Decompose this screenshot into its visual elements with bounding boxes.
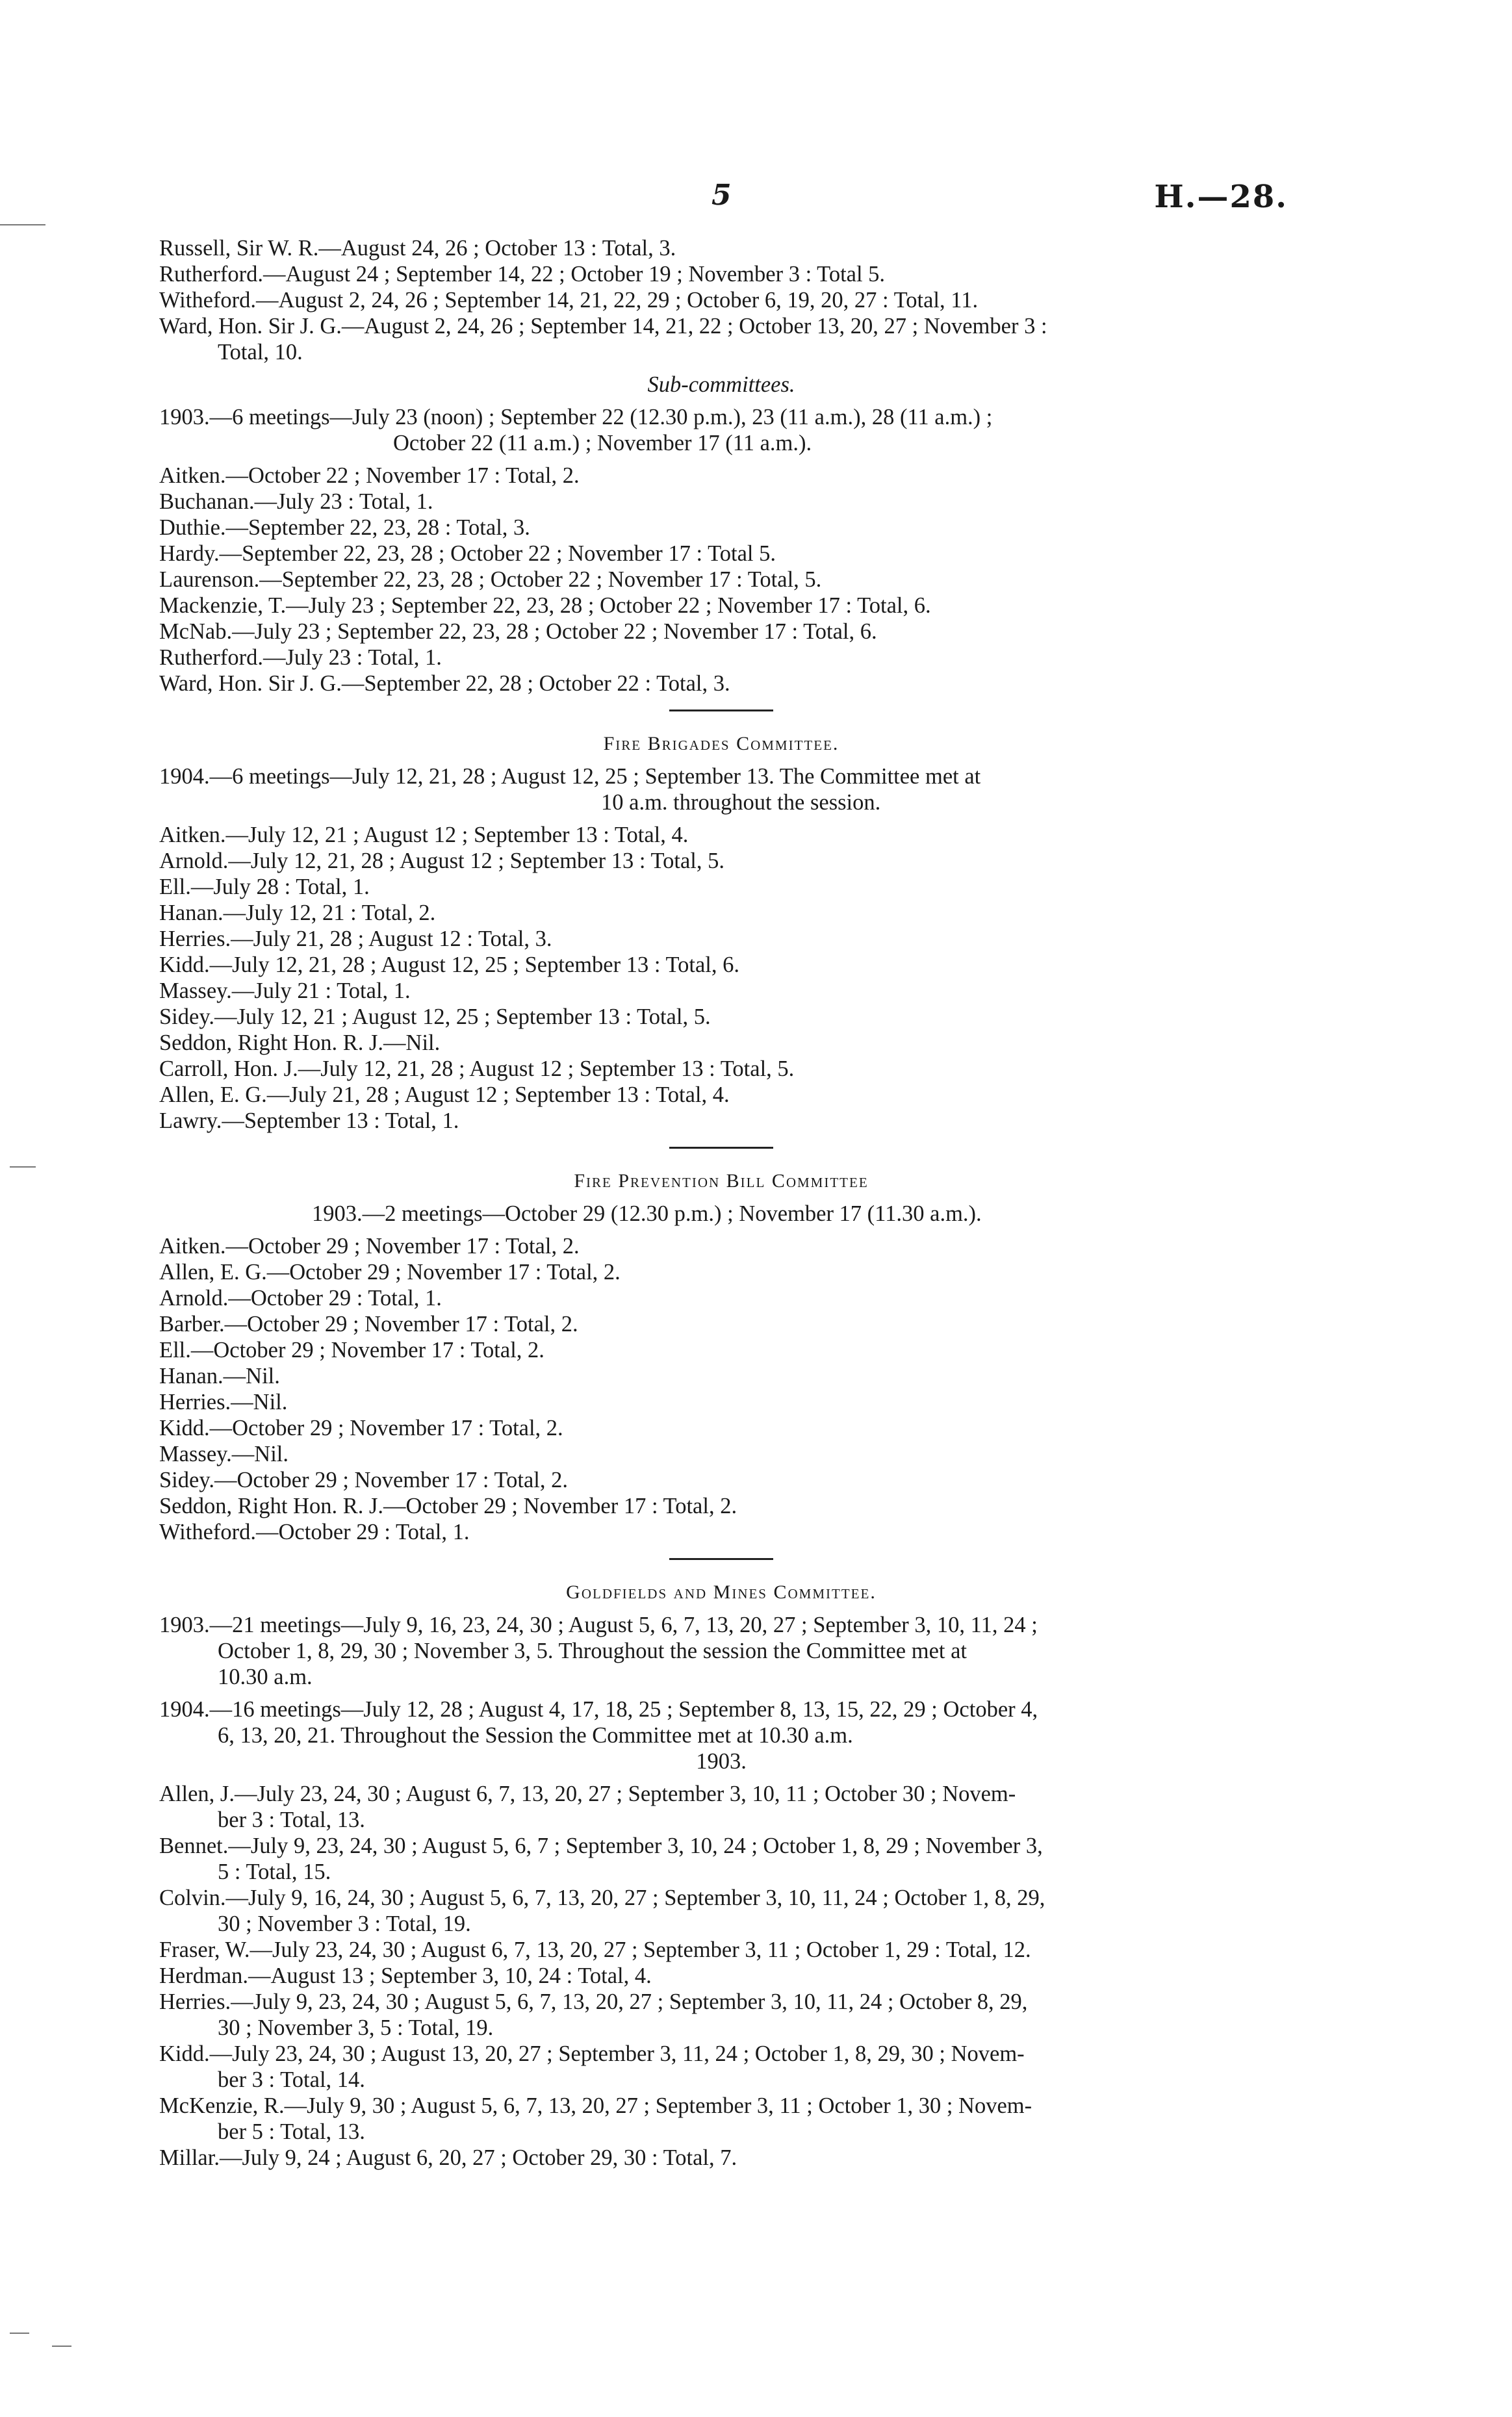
fire-brigades-heading: Fire Brigades Committee. (603, 733, 839, 754)
attendance-entry: Herries.—Nil. (159, 1390, 288, 1414)
meetings-line: 10.30 a.m. (218, 1665, 313, 1689)
attendance-entry: Kidd.—July 23, 24, 30 ; August 13, 20, 27 ; September 3, 11, 24 ; October 1, 8, 29, 30 ; Novem- (159, 2041, 1025, 2066)
attendance-entry: McNab.—July 23 ; September 22, 23, 28 ; October 22 ; November 17 : Total, 6. (159, 619, 877, 644)
attendance-entry: Ward, Hon. Sir J. G.—August 2, 24, 26 ; September 14, 21, 22 ; October 13, 20, 27 ; November 3 : (159, 314, 1047, 339)
attendance-entry: Ward, Hon. Sir J. G.—September 22, 28 ; October 22 : Total, 3. (159, 671, 730, 696)
attendance-entry-continued: 30 ; November 3, 5 : Total, 19. (218, 2015, 494, 2040)
fire-brigades-entries (159, 822, 1283, 1134)
subcommittees-heading: Sub-committees. (647, 372, 795, 397)
section-divider (669, 1558, 773, 1560)
year-heading: 1903. (696, 1749, 747, 1774)
meetings-line: October 1, 8, 29, 30 ; November 3, 5. Throughout the session the Committee met at (218, 1639, 967, 1663)
attendance-entry: Witheford.—October 29 : Total, 1. (159, 1520, 470, 1544)
attendance-entry: Hardy.—September 22, 23, 28 ; October 22 ; November 17 : Total 5. (159, 541, 776, 566)
page-header (0, 179, 1512, 224)
attendance-entry: Carroll, Hon. J.—July 12, 21, 28 ; August 12 ; September 13 : Total, 5. (159, 1056, 795, 1081)
attendance-entry: Rutherford.—July 23 : Total, 1. (159, 645, 442, 670)
attendance-entry: Aitken.—October 22 ; November 17 : Total, 2. (159, 463, 580, 488)
meetings-line: 1904.—6 meetings—July 12, 21, 28 ; August 12, 25 ; September 13. The Committee met at (159, 764, 981, 789)
attendance-entry: Millar.—July 9, 24 ; August 6, 20, 27 ; October 29, 30 : Total, 7. (159, 2145, 737, 2170)
attendance-entry-continued: ber 5 : Total, 13. (218, 2119, 365, 2144)
scan-mark (10, 1166, 36, 1168)
meetings-line: October 22 (11 a.m.) ; November 17 (11 a.m.). (393, 431, 812, 455)
scan-mark (10, 2333, 29, 2334)
attendance-entry: Sidey.—October 29 ; November 17 : Total, 2. (159, 1468, 569, 1492)
goldfields-entries (159, 1781, 1283, 2171)
attendance-entry: Arnold.—July 12, 21, 28 ; August 12 ; September 13 : Total, 5. (159, 849, 724, 873)
meetings-line: 1903.—21 meetings—July 9, 16, 23, 24, 30 ; August 5, 6, 7, 13, 20, 27 ; September 3, 10, 11, 24 ; (159, 1613, 1038, 1637)
attendance-entry: Bennet.—July 9, 23, 24, 30 ; August 5, 6, 7 ; September 3, 10, 24 ; October 1, 8, 29 ; November 3, (159, 1834, 1043, 1858)
attendance-entry: Laurenson.—September 22, 23, 28 ; October 22 ; November 17 : Total, 5. (159, 567, 822, 592)
fire-prevention-entries (159, 1233, 1283, 1545)
attendance-entry: Aitken.—July 12, 21 ; August 12 ; September 13 : Total, 4. (159, 823, 689, 847)
attendance-entry: Herries.—July 9, 23, 24, 30 ; August 5, 6, 7, 13, 20, 27 ; September 3, 10, 11, 24 ; October 8, 29, (159, 1989, 1028, 2014)
section-divider (669, 1147, 773, 1149)
meetings-line: 10 a.m. throughout the session. (601, 790, 881, 815)
attendance-entry: Arnold.—October 29 : Total, 1. (159, 1286, 442, 1311)
attendance-entry: Kidd.—October 29 ; November 17 : Total, 2. (159, 1416, 563, 1440)
attendance-entry: Lawry.—September 13 : Total, 1. (159, 1108, 459, 1133)
attendance-entry: Seddon, Right Hon. R. J.—Nil. (159, 1030, 441, 1055)
attendance-entry: Herdman.—August 13 ; September 3, 10, 24 : Total, 4. (159, 1963, 652, 1988)
meetings-line: 6, 13, 20, 21. Throughout the Session the Committee met at 10.30 a.m. (218, 1723, 853, 1748)
attendance-entry: Witheford.—August 2, 24, 26 ; September 14, 21, 22, 29 ; October 6, 19, 20, 27 : Total, 11. (159, 288, 979, 313)
attendance-entry: Seddon, Right Hon. R. J.—October 29 ; November 17 : Total, 2. (159, 1494, 737, 1518)
attendance-entry: Russell, Sir W. R.—August 24, 26 ; October 13 : Total, 3. (159, 236, 676, 261)
attendance-entry: Herries.—July 21, 28 ; August 12 : Total, 3. (159, 927, 552, 951)
attendance-entry-continued: Total, 10. (218, 340, 303, 364)
section-divider (669, 710, 773, 711)
scan-mark (52, 2346, 71, 2347)
scan-mark (0, 224, 45, 225)
document-body (159, 235, 1283, 2171)
meetings-line: 1904.—16 meetings—July 12, 28 ; August 4, 17, 18, 25 ; September 8, 13, 15, 22, 29 ; October 4, (159, 1697, 1038, 1722)
attendance-entry: Allen, J.—July 23, 24, 30 ; August 6, 7, 13, 20, 27 ; September 3, 10, 11 ; October 30 ; Novem- (159, 1782, 1016, 1806)
attendance-entry: Colvin.—July 9, 16, 24, 30 ; August 5, 6, 7, 13, 20, 27 ; September 3, 10, 11, 24 ; October 1, 8, 29, (159, 1886, 1045, 1910)
meetings-line: 1903.—2 meetings—October 29 (12.30 p.m.) ; November 17 (11.30 a.m.). (312, 1201, 982, 1226)
attendance-entry: Massey.—Nil. (159, 1442, 288, 1466)
attendance-entry: Ell.—October 29 ; November 17 : Total, 2. (159, 1338, 545, 1362)
meetings-line: 1903.—6 meetings—July 23 (noon) ; September 22 (12.30 p.m.), 23 (11 a.m.), 28 (11 a.m.) ; (159, 405, 993, 429)
attendance-entry: McKenzie, R.—July 9, 30 ; August 5, 6, 7, 13, 20, 27 ; September 3, 11 ; October 1, 30 ; Novem- (159, 2093, 1032, 2118)
attendance-entry-continued: 30 ; November 3 : Total, 19. (218, 1912, 471, 1936)
attendance-entry: Ell.—July 28 : Total, 1. (159, 875, 370, 899)
document-reference: H.—28. (1154, 179, 1288, 215)
fire-prevention-heading: Fire Prevention Bill Committee (574, 1170, 869, 1192)
attendance-entry: Hanan.—July 12, 21 : Total, 2. (159, 901, 436, 925)
attendance-entry: Buchanan.—July 23 : Total, 1. (159, 489, 433, 514)
attendance-entry: Kidd.—July 12, 21, 28 ; August 12, 25 ; September 13 : Total, 6. (159, 953, 739, 977)
attendance-entry: Aitken.—October 29 ; November 17 : Total, 2. (159, 1234, 580, 1259)
section-continued (159, 235, 1283, 365)
attendance-entry: Barber.—October 29 ; November 17 : Total, 2. (159, 1312, 578, 1336)
attendance-entry: Mackenzie, T.—July 23 ; September 22, 23, 28 ; October 22 ; November 17 : Total, 6. (159, 593, 931, 618)
page-number: 5 (711, 179, 732, 212)
attendance-entry-continued: ber 3 : Total, 13. (218, 1808, 365, 1832)
attendance-entry: Fraser, W.—July 23, 24, 30 ; August 6, 7, 13, 20, 27 ; September 3, 11 ; October 1, 29 : Total, 12. (159, 1937, 1031, 1962)
attendance-entry-continued: ber 3 : Total, 14. (218, 2067, 365, 2092)
attendance-entry: Allen, E. G.—October 29 ; November 17 : Total, 2. (159, 1260, 621, 1285)
attendance-entry: Hanan.—Nil. (159, 1364, 280, 1388)
attendance-entry: Allen, E. G.—July 21, 28 ; August 12 ; September 13 : Total, 4. (159, 1082, 730, 1107)
attendance-entry: Sidey.—July 12, 21 ; August 12, 25 ; September 13 : Total, 5. (159, 1004, 711, 1029)
subcommittees-entries (159, 463, 1283, 697)
attendance-entry: Massey.—July 21 : Total, 1. (159, 978, 411, 1003)
attendance-entry: Rutherford.—August 24 ; September 14, 22 ; October 19 ; November 3 : Total 5. (159, 262, 886, 287)
attendance-entry-continued: 5 : Total, 15. (218, 1860, 331, 1884)
attendance-entry: Duthie.—September 22, 23, 28 : Total, 3. (159, 515, 530, 540)
goldfields-heading: Goldfields and Mines Committee. (566, 1581, 877, 1603)
